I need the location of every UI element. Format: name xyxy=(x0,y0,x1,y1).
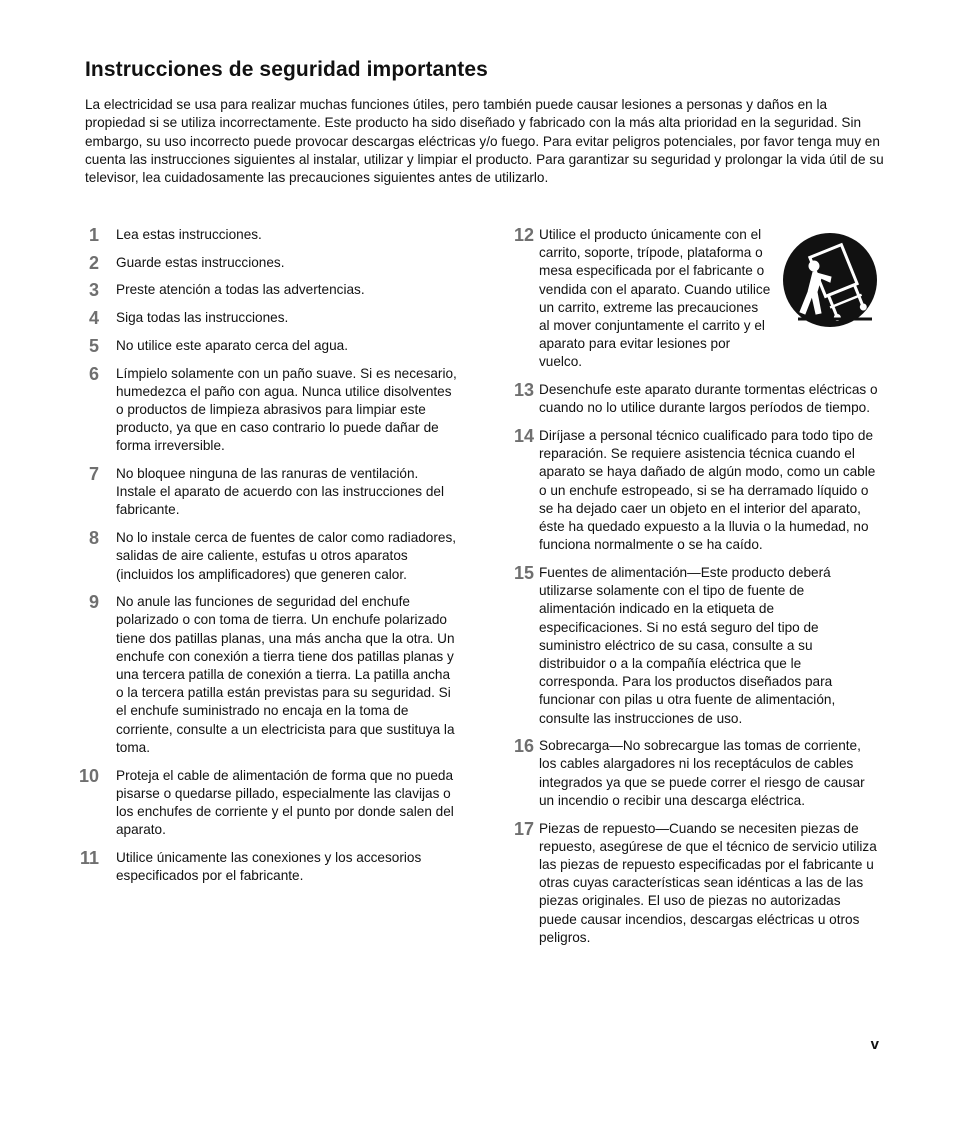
intro-paragraph: La electricidad se usa para realizar muchas funciones útiles, pero también puede causar lesiones a personas y daños en la propiedad si se utiliza incorrectamente. Este producto ha sido diseñado y fabricado con la más alta prioridad en la seguridad. Sin embargo, su uso incorrecto puede provocar descargas eléctricas y/o fuego. Para evitar peligros potenciales, por favor tenga muy en cuenta las instrucciones siguientes al instalar, utilizar y limpiar el producto. Para garantizar su seguridad y prolongar la vida útil de su televisor, lea cuidadosamente las precauciones siguientes antes de utilizarlo. xyxy=(85,97,884,186)
list-item xyxy=(85,281,460,299)
item-text: Proteja el cable de alimentación de forma que no pueda pisarse o quedarse pillado, especialmente las clavijas o los enchufes de corriente y el punto por donde salen del aparato. xyxy=(116,767,454,838)
list-item xyxy=(85,226,460,244)
item-text: No lo instale cerca de fuentes de calor como radiadores, salidas de aire caliente, estufas u otros aparatos (incluidos los amplificadores) que generen calor. xyxy=(116,530,457,582)
left-column xyxy=(78,225,460,895)
item-number: 7 xyxy=(88,464,99,485)
list-item xyxy=(79,847,460,885)
item-number: 16 xyxy=(513,736,534,757)
item-number: 8 xyxy=(88,528,99,549)
item-number: 3 xyxy=(88,280,99,301)
item-text: No utilice este aparato cerca del agua. xyxy=(116,337,348,353)
item-text: Fuentes de alimentación—Este producto deberá utilizarse solamente con el tipo de fuente de alimentación indicado en la etiqueta de especificaciones. Si no está seguro del tipo de suministro eléctrico de su casa, consulte a su distribuidor o a la compañía eléctrica que le corresponda. Para los productos diseñados para funcionar con pilas u otra fuente de alimentación, consulte las instrucciones de uso. xyxy=(539,564,836,726)
item-text: Desenchufe este aparato durante tormentas eléctricas o cuando no lo utilice durante largos períodos de tiempo. xyxy=(539,382,878,416)
item-text: Siga todas las instrucciones. xyxy=(116,310,289,326)
list-item xyxy=(508,427,880,554)
page-title: Instrucciones de seguridad importantes xyxy=(85,58,488,81)
item-number: 13 xyxy=(513,380,534,401)
list-item xyxy=(508,381,880,417)
list-item xyxy=(85,337,460,355)
item-text: Lea estas instrucciones. xyxy=(116,227,262,242)
list-item xyxy=(85,254,460,272)
item-text: Piezas de repuesto—Cuando se necesiten piezas de repuesto, asegúrese de que el técnico de servicio utiliza las piezas de repuesto especificadas por el fabricante u otras cuyas características sean idénticas a las de las piezas originales. El uso de piezas no autorizadas puede causar incendios, descargas eléctricas u otros peligros. xyxy=(539,820,877,945)
item-number: 5 xyxy=(88,335,99,356)
list-item xyxy=(85,529,460,584)
item-text: Diríjase a personal técnico cualificado para todo tipo de reparación. Se requiere asistencia técnica cuando el aparato se haya dañado de algún modo, como un cable o un enchufe estropeado, si se ha derramado líquido o se ha dejado caer un objeto en el interior del aparato, éste ha quedado expuesto a la lluvia o la humedad, no funciona normalmente o se ha caído. xyxy=(539,428,876,553)
list-item xyxy=(85,593,460,757)
list-item xyxy=(508,737,880,810)
list-item xyxy=(508,820,880,947)
item-number: 12 xyxy=(513,225,534,245)
right-column xyxy=(508,226,880,957)
item-number: 15 xyxy=(513,562,534,583)
item-text: Preste atención a todas las advertencias. xyxy=(116,282,365,298)
list-item xyxy=(85,365,460,456)
item-text: Sobrecarga—No sobrecargue las tomas de corriente, los cables alargadores ni los receptáculos de cables integrados ya que se puede correr el riesgo de causar un incendio o recibir una descarga eléctrica. xyxy=(539,738,865,808)
item-number: 4 xyxy=(88,308,99,329)
item-text: Utilice el producto únicamente con el carrito, soporte, trípode, plataforma o mesa especificada por el fabricante o vendida con el aparato. Cuando utilice un carrito, extreme las precauciones al mover conjuntamente el carrito y el aparato para evitar lesiones por vuelco. xyxy=(539,227,771,370)
cart-tip-over-warning-icon xyxy=(780,230,880,330)
item-number: 14 xyxy=(513,426,534,447)
list-item xyxy=(78,765,460,840)
item-text: No anule las funciones de seguridad del enchufe polarizado o con toma de tierra. Un enchufe polarizado tiene dos patillas planas, una más ancha que la otra. Un enchufe con conexión a tierra tiene dos patillas planas y una tercera patilla de conexión a tierra. La patilla ancha o la tercera patilla están previstas para su seguridad. Si el enchufe suministrado no encaja en la toma de corriente, consulte a un electricista para que sustituya la toma. xyxy=(116,594,455,755)
item-text: Utilice únicamente las conexiones y los accesorios especificados por el fabricante. xyxy=(116,849,422,884)
list-item xyxy=(85,465,460,520)
page-number: v xyxy=(870,1036,879,1053)
list-item xyxy=(85,309,460,327)
item-number: 1 xyxy=(88,225,99,245)
list-item xyxy=(508,226,880,372)
item-number: 11 xyxy=(79,847,99,868)
item-number: 9 xyxy=(88,592,99,613)
item-number: 6 xyxy=(88,363,99,384)
item-text: Límpielo solamente con un paño suave. Si es necesario, humedezca el paño con agua. Nunca utilice disolventes o productos de limpieza abrasivos para limpiar este producto, ya que en caso contrario lo puede dañar de forma irreversible. xyxy=(116,365,457,454)
item-text: Guarde estas instrucciones. xyxy=(116,254,285,270)
item-number: 17 xyxy=(513,818,534,839)
item-number: 10 xyxy=(78,765,99,786)
item-text: No bloquee ninguna de las ranuras de ventilación. Instale el aparato de acuerdo con las instrucciones del fabricante. xyxy=(116,466,444,518)
item-number: 2 xyxy=(88,252,99,273)
list-item xyxy=(508,564,880,728)
